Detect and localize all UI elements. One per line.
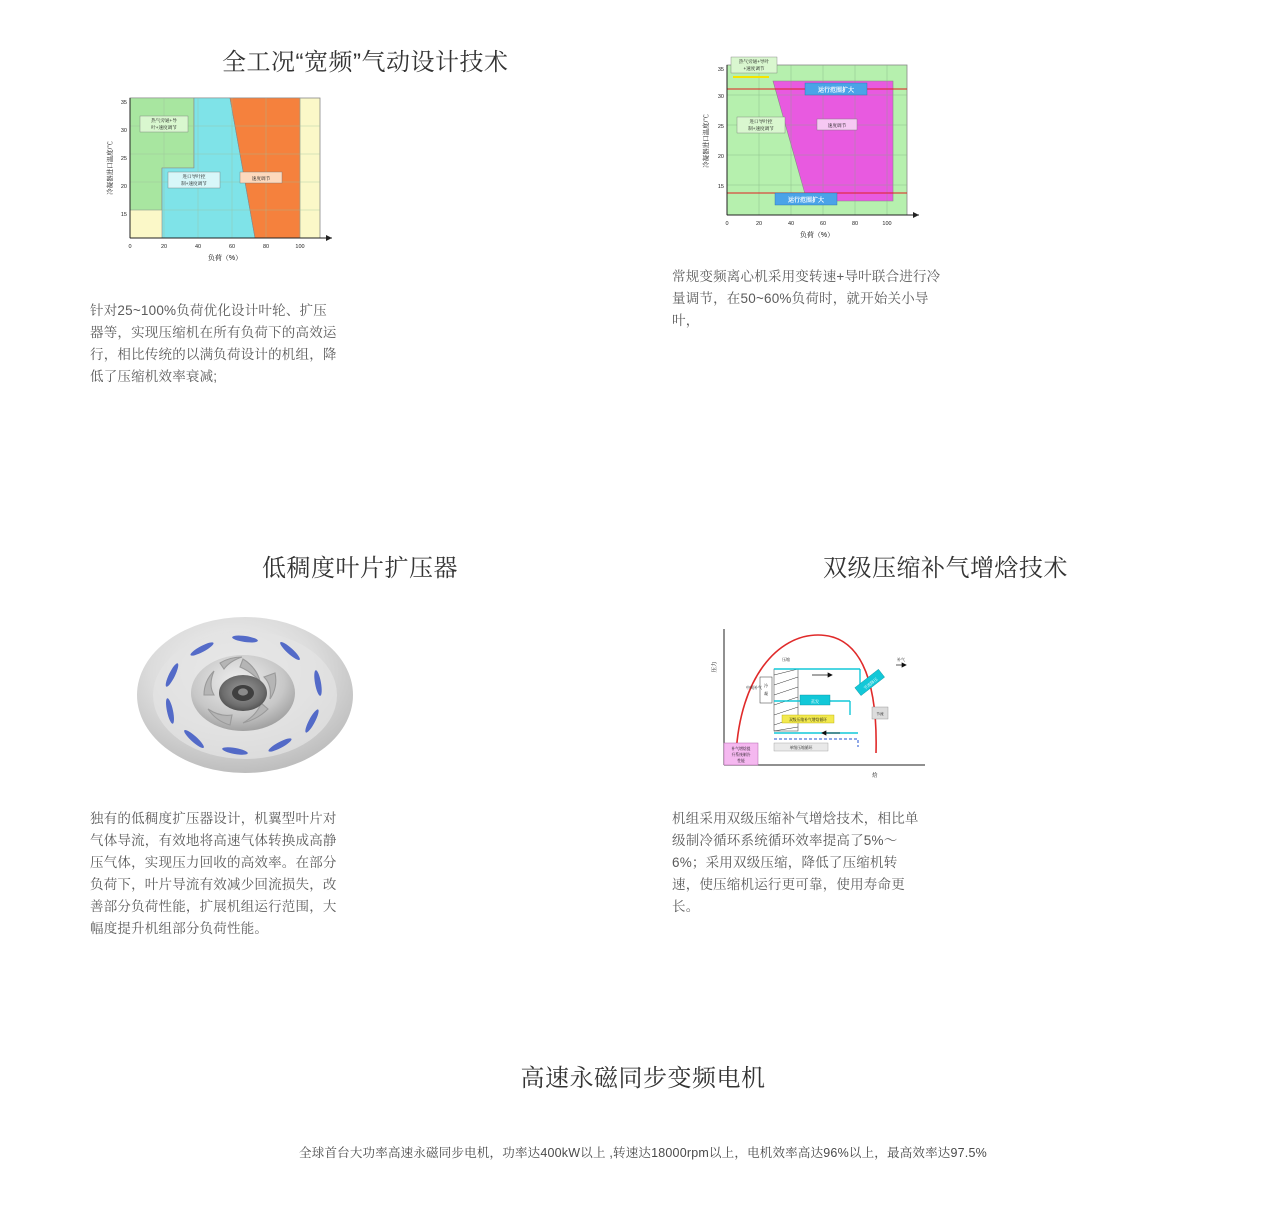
svg-text:运行范围扩大: 运行范围扩大	[787, 198, 825, 204]
svg-text:25: 25	[120, 156, 127, 162]
svg-text:20: 20	[717, 154, 724, 160]
svg-text:80: 80	[851, 221, 859, 227]
section-body-diffuser: 独有的低稠度扩压器设计，机翼型叶片对气体导流，有效地将高速气体转换成高静压气体，实现压力回收的高效率。在部分负荷下，叶片导流有效减少回流损失，改善部分负荷性能，扩展机组运行范围，大幅度提升机组部分负荷性能。	[90, 811, 337, 936]
svg-text:负荷（%）: 负荷（%）	[207, 255, 243, 262]
svg-text:制+速度调节: 制+速度调节	[181, 181, 207, 186]
impeller-photo	[130, 605, 360, 780]
svg-text:冷: 冷	[764, 683, 768, 688]
svg-text:60: 60	[228, 244, 236, 250]
chart-conventional	[697, 55, 927, 245]
svg-text:30: 30	[120, 128, 127, 134]
svg-text:100: 100	[882, 221, 892, 227]
svg-text:进口导叶控: 进口导叶控	[749, 119, 773, 124]
svg-text:40: 40	[194, 244, 202, 250]
svg-text:进口导叶控: 进口导叶控	[182, 174, 206, 179]
svg-text:35: 35	[717, 67, 724, 73]
svg-text:升系统制冷: 升系统制冷	[731, 753, 751, 757]
section-title-motor: 高速永磁同步变频电机	[520, 1065, 766, 1092]
svg-text:30: 30	[717, 94, 724, 100]
svg-text:中间补气: 中间补气	[746, 685, 762, 690]
svg-text:60: 60	[819, 221, 827, 227]
svg-text:叶+速度调节: 叶+速度调节	[151, 125, 177, 130]
svg-text:35: 35	[120, 100, 127, 106]
chart-ph-cycle	[700, 615, 935, 780]
svg-text:焓: 焓	[872, 773, 878, 779]
svg-text:速度调节: 速度调节	[827, 123, 847, 128]
svg-text:40: 40	[787, 221, 795, 227]
section-body-two-stage: 机组采用双级压缩补气增焓技术，相比单级制冷循环系统循环效率提高了5%～6%；采用双级压缩，降低了压缩机转速，使压缩机运行更可靠，使用寿命更长。	[672, 811, 919, 914]
svg-text:+速度调节: +速度调节	[743, 66, 765, 71]
section-caption-conventional: 常规变频离心机采用变转速+导叶联合进行冷量调节，在50~60%负荷时，就开始关小导叶，	[672, 269, 941, 328]
svg-text:冷凝器进口温度/℃: 冷凝器进口温度/℃	[703, 114, 710, 168]
section-title-two-stage: 双级压缩补气增焓技术	[823, 555, 1068, 582]
svg-text:制+速度调节: 制+速度调节	[748, 126, 774, 131]
svg-text:蒸发: 蒸发	[810, 699, 820, 704]
svg-text:压力: 压力	[712, 661, 718, 673]
svg-text:热气旁通+导叶: 热气旁通+导叶	[738, 59, 770, 64]
svg-text:性能: 性能	[737, 759, 745, 763]
section-note-motor: 全球首台大功率高速永磁同步电机，功率达400kW以上 ,转速达18000rpm以上，电机效率高达96%以上，最高效率达97.5%	[299, 1146, 987, 1160]
svg-text:节流: 节流	[876, 712, 884, 716]
svg-text:0: 0	[725, 221, 729, 227]
svg-text:100: 100	[295, 244, 305, 250]
svg-text:速度调节: 速度调节	[251, 176, 271, 181]
section-title-diffuser: 低稠度叶片扩压器	[262, 555, 458, 582]
svg-text:压缩: 压缩	[782, 657, 790, 662]
svg-text:冷凝器进口温度/℃: 冷凝器进口温度/℃	[107, 141, 114, 195]
svg-text:热气旁通+导: 热气旁通+导	[151, 118, 177, 123]
chart-wide-band	[100, 90, 340, 270]
svg-text:20: 20	[120, 184, 127, 190]
svg-text:凝: 凝	[764, 691, 768, 696]
svg-text:补气增焓提: 补气增焓提	[731, 747, 751, 751]
svg-text:运行范围扩大: 运行范围扩大	[817, 88, 855, 94]
svg-text:15: 15	[717, 184, 724, 190]
svg-text:节流降压: 节流降压	[862, 676, 879, 691]
svg-text:单级压缩循环: 单级压缩循环	[789, 746, 813, 750]
svg-text:补气: 补气	[897, 657, 905, 662]
section-title-wide-band: 全工况“宽频”气动设计技术	[222, 49, 509, 76]
svg-text:20: 20	[160, 244, 168, 250]
svg-text:20: 20	[755, 221, 763, 227]
svg-text:负荷（%）: 负荷（%）	[799, 232, 835, 239]
svg-text:0: 0	[128, 244, 132, 250]
svg-text:80: 80	[262, 244, 270, 250]
svg-text:双级压缩补气增焓循环: 双级压缩补气增焓循环	[789, 718, 827, 722]
svg-text:25: 25	[717, 124, 724, 130]
svg-text:15: 15	[120, 212, 127, 218]
section-body-wide-band: 针对25~100%负荷优化设计叶轮、扩压器等，实现压缩机在所有负荷下的高效运行，相比传统的以满负荷设计的机组，降低了压缩机效率衰减;	[90, 303, 337, 384]
